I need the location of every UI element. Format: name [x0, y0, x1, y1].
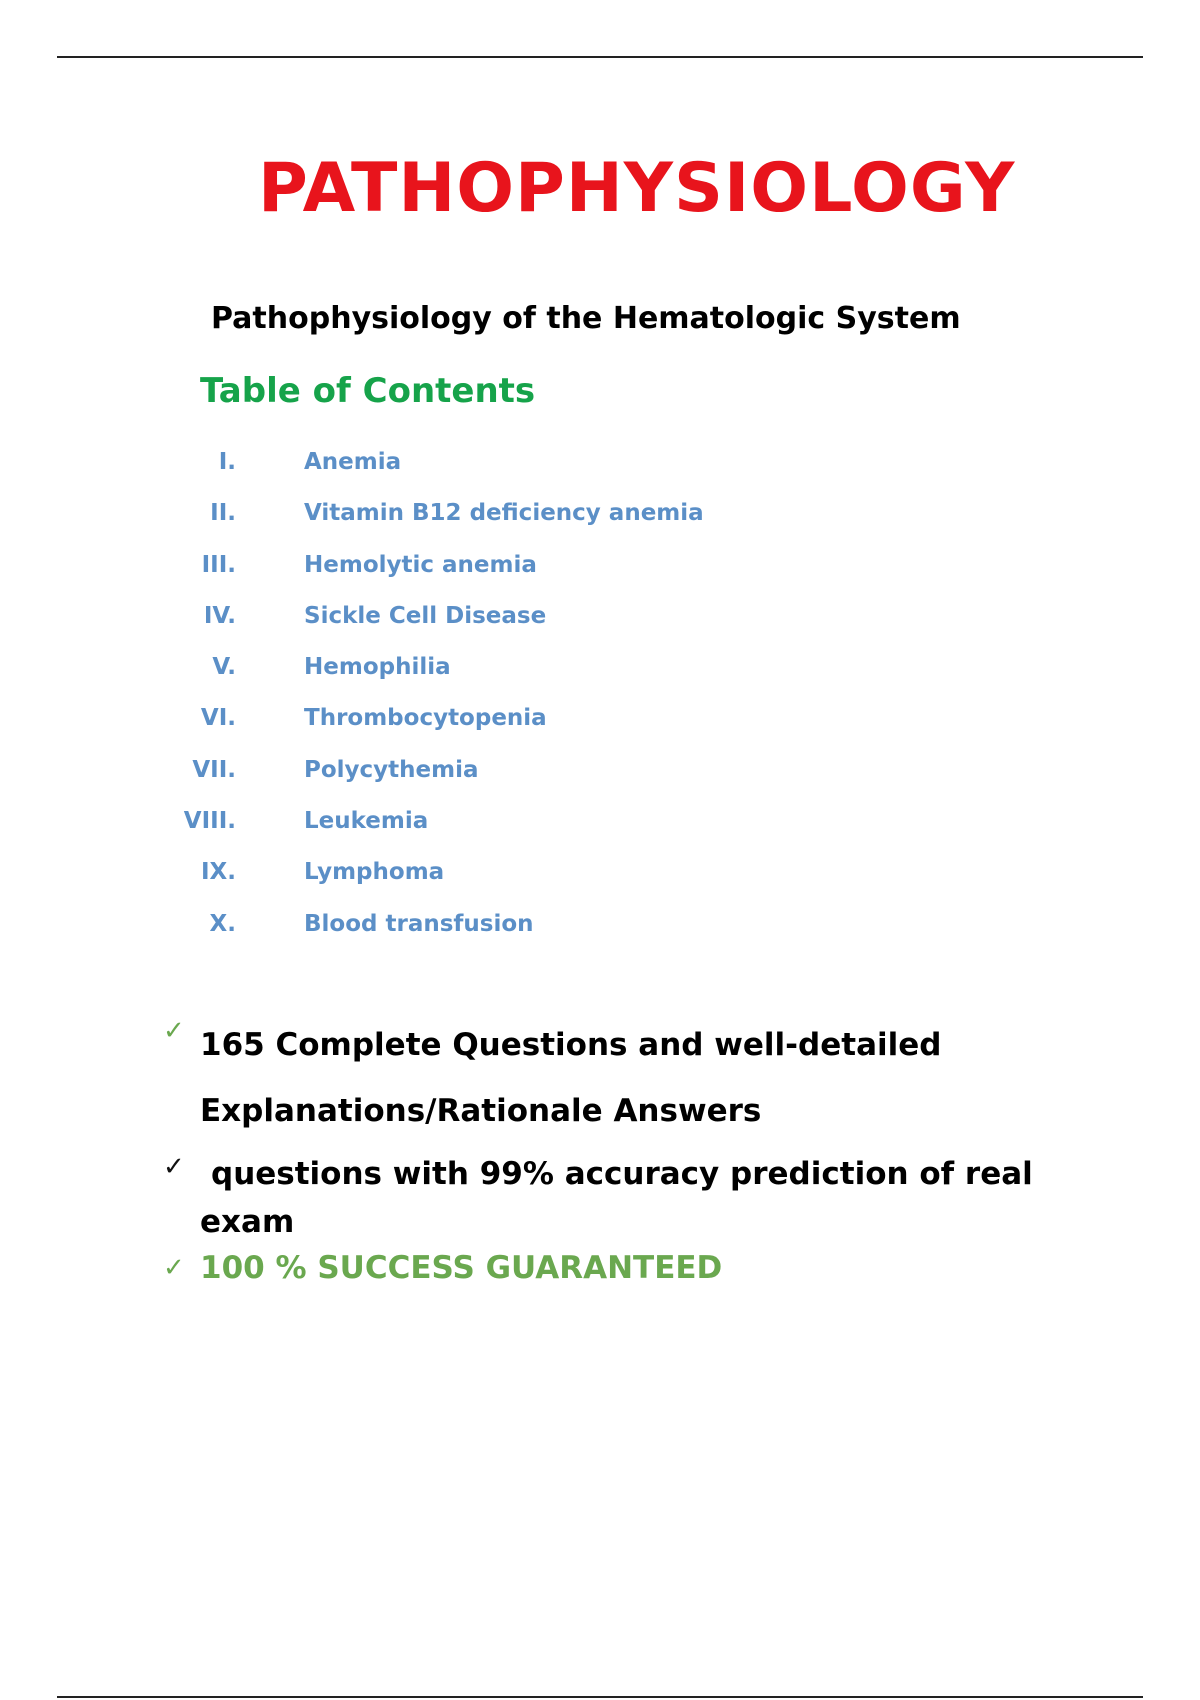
- toc-item-label[interactable]: Thrombocytopenia: [304, 705, 547, 732]
- toc-item-label[interactable]: Hemolytic anemia: [304, 551, 537, 578]
- toc-item[interactable]: [0, 498, 1200, 549]
- checkmark-icon: ✓: [163, 1253, 185, 1283]
- checkmark-icon: ✓: [163, 1016, 185, 1046]
- feature-bullet-line: 165 Complete Questions and well-detailed: [200, 1027, 942, 1063]
- toc-item[interactable]: [0, 755, 1200, 806]
- toc-item-label[interactable]: Vitamin B12 deficiency anemia: [304, 500, 704, 527]
- toc-item-number: III.: [201, 551, 236, 578]
- feature-bullet-line: questions with 99% accuracy prediction of real: [211, 1156, 1033, 1192]
- toc-item[interactable]: [0, 652, 1200, 703]
- feature-bullet-line: exam: [200, 1204, 295, 1240]
- toc-item[interactable]: [0, 447, 1200, 498]
- feature-bullet-text: [200, 1249, 1080, 1287]
- toc-item-label[interactable]: Lymphoma: [304, 859, 445, 886]
- toc-item-label[interactable]: Polycythemia: [304, 756, 479, 783]
- checkmark-icon: ✓: [163, 1152, 185, 1182]
- toc-item-number: VIII.: [183, 808, 236, 835]
- toc-item[interactable]: [0, 806, 1200, 857]
- toc-item-label[interactable]: Sickle Cell Disease: [304, 602, 547, 629]
- toc-item[interactable]: [0, 703, 1200, 754]
- toc-item[interactable]: [0, 909, 1200, 960]
- toc-item-label[interactable]: Hemophilia: [304, 654, 451, 681]
- toc-item-label[interactable]: Anemia: [304, 449, 402, 475]
- toc-item-number: VII.: [192, 756, 236, 783]
- toc-heading: Table of Contents: [200, 371, 536, 411]
- toc-item-label[interactable]: Blood transfusion: [304, 910, 534, 937]
- toc-item-number: IV.: [203, 602, 236, 629]
- toc-item-label[interactable]: Leukemia: [304, 808, 429, 835]
- bottom-rule: [57, 1696, 1143, 1698]
- toc-item-number: II.: [210, 500, 236, 527]
- feature-bullet-text: [200, 1150, 1080, 1246]
- feature-bullet-text: [200, 1012, 1080, 1144]
- document-subtitle: Pathophysiology of the Hematologic System: [211, 301, 961, 336]
- toc-item[interactable]: [0, 857, 1200, 908]
- toc-item-number: VI.: [200, 705, 236, 732]
- toc-item[interactable]: [0, 601, 1200, 652]
- feature-bullet-line: Explanations/Rationale Answers: [200, 1093, 762, 1129]
- toc-item[interactable]: [0, 550, 1200, 601]
- top-rule: [57, 56, 1143, 58]
- document-title: PATHOPHYSIOLOGY: [258, 149, 1016, 228]
- toc-item-number: IX.: [200, 859, 236, 886]
- toc-item-number: I.: [218, 449, 236, 475]
- toc-item-number: V.: [212, 654, 236, 681]
- table-of-contents: [0, 447, 1200, 960]
- feature-bullet-line: 100 % SUCCESS GUARANTEED: [200, 1250, 723, 1286]
- toc-item-number: X.: [209, 910, 236, 937]
